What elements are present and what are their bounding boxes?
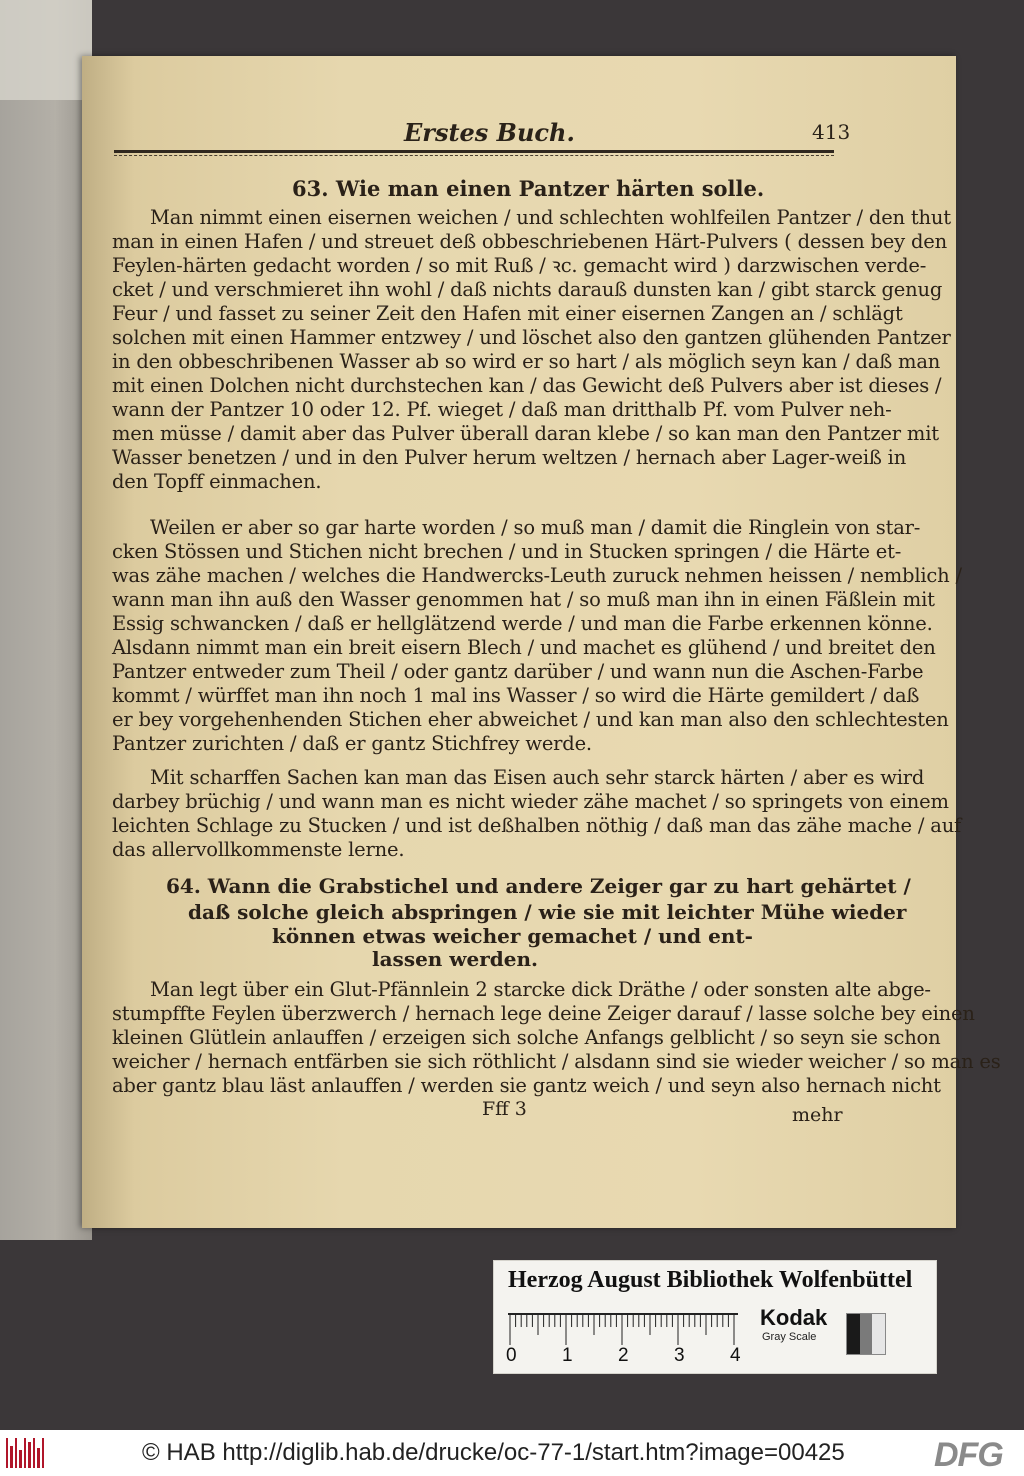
- text-line: stumpffte Feylen überzwerch / hernach lege deine Zeiger darauf / lasse solche bey einen: [112, 1002, 975, 1025]
- ruler-ticks: [508, 1315, 738, 1347]
- text-line: Man nimmt einen eisernen weichen / und schlechten wohlfeilen Pantzer / den thut: [150, 206, 951, 229]
- text-line: Wasser benetzen / und in den Pulver herum weltzen / hernach aber Lager-weiß in: [112, 446, 907, 469]
- section-63-heading: 63. Wie man einen Pantzer härten solle.: [292, 176, 765, 201]
- text-line: Weilen er aber so gar harte worden / so muß man / damit die Ringlein von star-: [150, 516, 921, 539]
- section-64-heading-line: daß solche gleich abspringen / wie sie mit leichter Mühe wieder: [188, 900, 907, 924]
- text-line: was zähe machen / welches die Handwercks-Leuth zuruck nehmen heissen / nemblich /: [112, 564, 962, 587]
- library-label: [493, 1260, 937, 1374]
- text-line: aber gantz blau läst anlauffen / werden sie gantz weich / und seyn also hernach nicht: [112, 1074, 941, 1097]
- running-head: [114, 118, 846, 154]
- page-number: 413: [812, 120, 851, 144]
- text-line: Pantzer entweder zum Theil / oder gantz darüber / und wann nun die Aschen-Farbe: [112, 660, 924, 683]
- text-line: wann man ihn auß den Wasser genommen hat / so muß man ihn in einen Fäßlein mit: [112, 588, 935, 611]
- paragraph-2: [112, 516, 962, 756]
- book-page: [82, 56, 1001, 1228]
- scale-ruler: [508, 1313, 738, 1347]
- ruler-number: 1: [562, 1345, 573, 1366]
- text-line: Feylen-härten gedacht worden / so mit Ruß / ꝛc. gemacht wird ) darzwischen verde-: [112, 254, 927, 277]
- text-line: er bey vorgehenhenden Stichen eher abweichet / und kan man also den schlechtesten: [112, 708, 949, 731]
- text-line: solchen mit einen Hammer entzwey / und löschet also den gantzen glühenden Pantzer: [112, 326, 951, 349]
- text-line: weicher / hernach entfärben sie sich röthlicht / alsdann sind sie wieder weicher / so man es: [112, 1050, 1001, 1073]
- text-line: kleinen Glütlein anlauffen / erzeigen sich solche Anfangs gelblicht / so seyn sie schon: [112, 1026, 941, 1049]
- section-64-heading-line: können etwas weicher gemachet / und ent-: [272, 924, 753, 948]
- text-line: mit einen Dolchen nicht durchstechen kan / das Gewicht deß Pulvers aber ist dieses /: [112, 374, 942, 397]
- text-line: men müsse / damit aber das Pulver überall daran klebe / so kan man den Pantzer mit: [112, 422, 939, 445]
- copyright-url: © HAB http://diglib.hab.de/drucke/oc-77-1/start.htm?image=00425: [142, 1439, 845, 1466]
- ruler-number: 0: [506, 1345, 517, 1366]
- kodak-logo: Kodak: [760, 1305, 828, 1330]
- gray-scale-swatch: [846, 1313, 886, 1355]
- text-line: in den obbeschribenen Wasser ab so wird er so hart / als möglich seyn kan / daß man: [112, 350, 941, 373]
- text-line: darbey brüchig / und wann man es nicht wieder zähe machet / so springets von einem: [112, 790, 949, 813]
- hab-barcode-icon: [6, 1436, 44, 1468]
- paragraph-4: [112, 978, 1001, 1098]
- glass-plate: [0, 0, 92, 100]
- text-line: wann der Pantzer 10 oder 12. Pf. wieget / daß man dritthalb Pf. vom Pulver neh-: [112, 398, 892, 421]
- text-line: Alsdann nimmt man ein breit eisern Blech / und machet es glühend / und breitet den: [112, 636, 936, 659]
- dfg-logo: DFG: [934, 1436, 1003, 1474]
- library-name: Herzog August Bibliothek Wolfenbüttel: [508, 1267, 913, 1293]
- section-64-heading-line: lassen werden.: [372, 947, 538, 971]
- footer-bar: [0, 1430, 1024, 1476]
- text-line: cken Stössen und Stichen nicht brechen / und in Stucken springen / die Härte et-: [112, 540, 902, 563]
- ruler-numbers: [504, 1345, 744, 1369]
- text-line: Man legt über ein Glut-Pfännlein 2 starcke dick Dräthe / oder sonsten alte abge-: [150, 978, 931, 1001]
- text-line: kommt / würffet man ihn noch 1 mal ins Wasser / so wird die Härte gemildert / daß: [112, 684, 920, 707]
- section-64-heading-line: 64. Wann die Grabstichel und andere Zeiger gar zu hart gehärtet /: [166, 874, 911, 898]
- text-line: den Topff einmachen.: [112, 470, 322, 493]
- ruler-number: 4: [730, 1345, 741, 1366]
- text-line: leichten Schlage zu Stucken / und ist deßhalben nöthig / daß man das zähe mache / auf: [112, 814, 962, 837]
- previous-page-edge: [0, 0, 92, 1240]
- text-line: Pantzer zurichten / daß er gantz Stichfrey werde.: [112, 732, 592, 755]
- signature-mark: Fff 3: [482, 1098, 527, 1120]
- text-line: cket / und verschmieret ihn wohl / daß nichts darauß dunsten kan / gibt starck genug: [112, 278, 943, 301]
- catchword: mehr: [792, 1104, 843, 1126]
- text-line: Feur / und fasset zu seiner Zeit den Hafen mit einer eisernen Zangen an / schlägt: [112, 302, 903, 325]
- paragraph-3: [112, 766, 962, 862]
- text-line: man in einen Hafen / und streuet deß obbeschriebenen Härt-Pulvers ( dessen bey den: [112, 230, 947, 253]
- text-line: das allervollkommenste lerne.: [112, 838, 405, 861]
- head-rule: [114, 150, 834, 153]
- text-line: Mit scharffen Sachen kan man das Eisen auch sehr starck härten / aber es wird: [150, 766, 925, 789]
- gray-scale-label: Gray Scale: [762, 1331, 817, 1343]
- ruler-number: 2: [618, 1345, 629, 1366]
- text-line: Essig schwancken / daß er hellglätzend werde / und man die Farbe erkennen könne.: [112, 612, 933, 635]
- paragraph-1: [112, 206, 951, 494]
- head-rule-ornament: [114, 155, 834, 156]
- running-title: Erstes Buch.: [404, 118, 575, 147]
- ruler-number: 3: [674, 1345, 685, 1366]
